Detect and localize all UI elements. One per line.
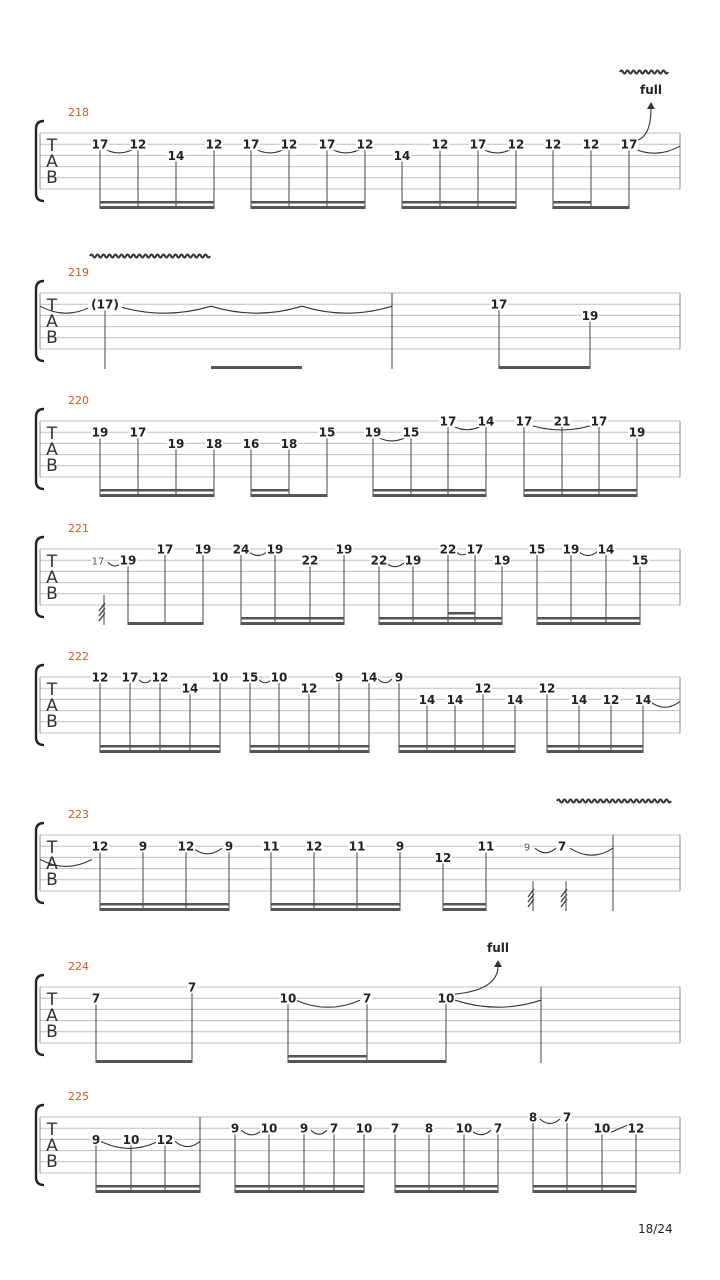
- bend-arrowhead: [647, 102, 655, 109]
- beam: [251, 494, 327, 497]
- fret-number: 7: [362, 991, 372, 1006]
- beam-second: [271, 903, 400, 906]
- fret-number: 12: [582, 137, 600, 152]
- tab-clef-letter: T: [46, 838, 58, 858]
- tie: [193, 848, 222, 854]
- fret-number: 15: [318, 425, 336, 440]
- tie: [138, 679, 152, 683]
- fret-number: 17: [620, 137, 638, 152]
- beam: [288, 1060, 446, 1063]
- tab-clef-letter: B: [46, 712, 58, 732]
- fret-number: 12: [91, 839, 109, 854]
- fret-number: 19: [628, 425, 646, 440]
- fret-number: 7: [557, 839, 567, 854]
- fret-number: 12: [602, 692, 620, 707]
- vibrato-line: [90, 255, 210, 258]
- fret-number: 9: [230, 1121, 240, 1136]
- fret-number: 18: [205, 436, 223, 451]
- beam: [379, 622, 502, 625]
- fret-number: 24: [232, 542, 250, 557]
- beam: [499, 366, 590, 369]
- fret-number: 14: [506, 692, 524, 707]
- beam-partial: [553, 201, 591, 204]
- fret-number: 17: [156, 542, 174, 557]
- fret-number: 14: [634, 692, 652, 707]
- beam: [100, 206, 214, 209]
- fret-number: 9: [224, 839, 234, 854]
- beam-second: [399, 745, 515, 748]
- fret-number: 12: [305, 839, 323, 854]
- fret-number: 7: [91, 991, 101, 1006]
- beam: [547, 750, 643, 753]
- beam: [524, 494, 637, 497]
- beam-second: [100, 745, 220, 748]
- fret-number: 19: [266, 542, 284, 557]
- beam: [100, 908, 229, 911]
- fret-number: 22: [439, 542, 457, 557]
- beam: [251, 206, 365, 209]
- fret-number: 7: [329, 1121, 339, 1136]
- tab-clef-letter: T: [46, 136, 58, 156]
- measure-number: 225: [68, 1090, 89, 1103]
- beam: [100, 750, 220, 753]
- fret-number: 19: [404, 553, 422, 568]
- fret-number: 7: [390, 1121, 400, 1136]
- tab-system: [36, 941, 680, 1063]
- fret-number: 10: [355, 1121, 373, 1136]
- beam-second: [537, 617, 640, 620]
- tie: [540, 1119, 560, 1124]
- tie: [535, 848, 556, 853]
- tab-clef-letter: B: [46, 456, 58, 476]
- beam-second: [395, 1185, 498, 1188]
- beam-second: [443, 903, 486, 906]
- fret-number: 19: [167, 436, 185, 451]
- fret-number: 12: [156, 1132, 174, 1147]
- fret-number: 14: [360, 670, 378, 685]
- beam: [211, 366, 302, 369]
- beam-second: [379, 617, 502, 620]
- tab-system: [36, 522, 680, 625]
- tab-clef-letter: A: [46, 152, 58, 172]
- tab-clef-letter: T: [46, 680, 58, 700]
- fret-number: 18: [280, 436, 298, 451]
- fret-number: 12: [205, 137, 223, 152]
- fret-number: 10: [122, 1132, 140, 1147]
- fret-number: 10: [437, 991, 455, 1006]
- tab-clef-letter: T: [46, 296, 58, 316]
- beam-second: [533, 1185, 636, 1188]
- beam-partial: [251, 489, 289, 492]
- fret-number: 14: [570, 692, 588, 707]
- fret-number: 17: [490, 297, 508, 312]
- measure-number: 223: [68, 808, 89, 821]
- beam: [553, 206, 629, 209]
- tab-clef-letter: T: [46, 990, 58, 1010]
- beam: [537, 622, 640, 625]
- beam-second: [251, 201, 365, 204]
- fret-number: 17: [439, 414, 457, 429]
- beam: [235, 1190, 364, 1193]
- beam: [271, 908, 400, 911]
- beam: [399, 750, 515, 753]
- tie: [248, 551, 268, 556]
- fret-number: 15: [528, 542, 546, 557]
- beam-second: [100, 201, 214, 204]
- tab-clef-letter: B: [46, 168, 58, 188]
- fret-number: 14: [418, 692, 436, 707]
- fret-number: 19: [91, 425, 109, 440]
- beam-second: [402, 201, 516, 204]
- fret-number: 12: [129, 137, 147, 152]
- fret-number: 12: [280, 137, 298, 152]
- fret-number: 14: [477, 414, 495, 429]
- fret-number: 14: [393, 148, 411, 163]
- tie: [378, 679, 392, 683]
- beam-second: [96, 1185, 200, 1188]
- fret-number: 11: [262, 839, 280, 854]
- beam-second: [524, 489, 637, 492]
- fret-number: 17: [129, 425, 147, 440]
- grace-fret-number: 9: [523, 842, 531, 854]
- fret-number: 12: [151, 670, 169, 685]
- bend-label: full: [487, 941, 509, 955]
- tab-clef-letter: B: [46, 1152, 58, 1172]
- fret-number: 9: [394, 670, 404, 685]
- beam-second: [235, 1185, 364, 1188]
- beam-second: [250, 745, 369, 748]
- measure-number: 224: [68, 960, 89, 973]
- tie: [296, 1000, 360, 1007]
- beam: [100, 494, 214, 497]
- fret-number: 22: [370, 553, 388, 568]
- tab-clef-letter: A: [46, 568, 58, 588]
- tie: [211, 306, 302, 313]
- fret-number: 17: [242, 137, 260, 152]
- tab-system: [36, 255, 680, 370]
- bend-curve: [637, 108, 651, 140]
- fret-number: 16: [242, 436, 260, 451]
- tab-clef-letter: T: [46, 424, 58, 444]
- fret-number: 17: [121, 670, 139, 685]
- fret-number: 10: [270, 670, 288, 685]
- tie: [175, 1141, 200, 1146]
- fret-number: 14: [446, 692, 464, 707]
- tab-clef-letter: A: [46, 1136, 58, 1156]
- fret-number: 10: [593, 1121, 611, 1136]
- measure-number: 220: [68, 394, 89, 407]
- fret-number: 10: [279, 991, 297, 1006]
- vibrato-line: [620, 71, 668, 74]
- beam-second: [100, 489, 214, 492]
- fret-number: 22: [301, 553, 319, 568]
- fret-number: 19: [194, 542, 212, 557]
- measure-number: 218: [68, 106, 89, 119]
- beam: [373, 494, 486, 497]
- fret-number: 19: [562, 542, 580, 557]
- fret-number: 9: [334, 670, 344, 685]
- tab-system: [36, 394, 680, 497]
- beam: [96, 1060, 192, 1063]
- measure-number: 222: [68, 650, 89, 663]
- beam: [533, 1190, 636, 1193]
- fret-number: 14: [597, 542, 615, 557]
- fret-number: 15: [631, 553, 649, 568]
- tab-system: [36, 71, 680, 210]
- tab-clef-letter: B: [46, 584, 58, 604]
- beam: [402, 206, 516, 209]
- fret-number: 8: [528, 1110, 538, 1125]
- fret-number: 9: [395, 839, 405, 854]
- fret-number: 9: [91, 1132, 101, 1147]
- tab-clef-letter: B: [46, 870, 58, 890]
- tie: [241, 1130, 262, 1135]
- beam: [395, 1190, 498, 1193]
- beam-second: [100, 903, 229, 906]
- fret-number: 17: [318, 137, 336, 152]
- measure-number: 221: [68, 522, 89, 535]
- fret-number: 12: [300, 681, 318, 696]
- fret-number: 19: [581, 308, 599, 323]
- fret-number: 17: [515, 414, 533, 429]
- bend-label: full: [640, 83, 662, 97]
- fret-number: 19: [335, 542, 353, 557]
- tie: [455, 1000, 541, 1007]
- fret-number: 19: [119, 553, 137, 568]
- fret-number: 10: [455, 1121, 473, 1136]
- tie: [311, 1130, 327, 1134]
- fret-number: 17: [91, 137, 109, 152]
- beam: [443, 908, 486, 911]
- fret-number: 15: [402, 425, 420, 440]
- fret-number: 12: [356, 137, 374, 152]
- grace-fret-number: 17: [91, 556, 105, 568]
- fret-number: 11: [348, 839, 366, 854]
- beam: [96, 1190, 200, 1193]
- fret-number: 12: [538, 681, 556, 696]
- tie: [650, 701, 680, 707]
- tab-clef-letter: B: [46, 1022, 58, 1042]
- fret-number: 7: [187, 980, 197, 995]
- fret-number: 8: [424, 1121, 434, 1136]
- tie: [471, 1130, 491, 1135]
- fret-number: 7: [562, 1110, 572, 1125]
- fret-number: 12: [431, 137, 449, 152]
- fret-number: 12: [177, 839, 195, 854]
- beam: [250, 750, 369, 753]
- vibrato-line: [557, 800, 671, 803]
- fret-number: 12: [627, 1121, 645, 1136]
- tab-clef-letter: A: [46, 696, 58, 716]
- fret-number: 19: [364, 425, 382, 440]
- bend-arrowhead: [494, 960, 502, 967]
- fret-number: 17: [469, 137, 487, 152]
- tab-clef-letter: A: [46, 440, 58, 460]
- tab-clef-letter: T: [46, 1120, 58, 1140]
- tab-system: [36, 800, 680, 912]
- beam-second: [241, 617, 344, 620]
- beam-second: [373, 489, 486, 492]
- fret-number: (17): [91, 297, 119, 312]
- fret-number: 12: [434, 850, 452, 865]
- fret-number: 7: [493, 1121, 503, 1136]
- fret-number: 15: [241, 670, 259, 685]
- tab-clef-letter: B: [46, 328, 58, 348]
- fret-number: 12: [544, 137, 562, 152]
- tie: [578, 551, 598, 556]
- beam: [128, 622, 203, 625]
- fret-number: 19: [493, 553, 511, 568]
- tab-clef-letter: A: [46, 1006, 58, 1026]
- page-number: 18/24: [638, 1222, 673, 1236]
- fret-number: 17: [466, 542, 484, 557]
- fret-number: 21: [553, 414, 571, 429]
- tie: [302, 306, 392, 313]
- tab-system: [36, 1090, 680, 1193]
- tab-clef-letter: A: [46, 312, 58, 332]
- fret-number: 14: [167, 148, 185, 163]
- fret-number: 12: [507, 137, 525, 152]
- fret-number: 10: [211, 670, 229, 685]
- fret-number: 14: [181, 681, 199, 696]
- beam-second: [547, 745, 643, 748]
- tie: [570, 848, 613, 855]
- fret-number: 12: [474, 681, 492, 696]
- measure-number: 219: [68, 266, 89, 279]
- tab-clef-letter: A: [46, 854, 58, 874]
- fret-number: 12: [91, 670, 109, 685]
- fret-number: 9: [299, 1121, 309, 1136]
- bend-curve: [454, 966, 498, 994]
- tab-system: [36, 650, 680, 753]
- fret-number: 11: [477, 839, 495, 854]
- fret-number: 17: [590, 414, 608, 429]
- fret-number: 10: [260, 1121, 278, 1136]
- fret-number: 9: [138, 839, 148, 854]
- tie: [118, 306, 211, 313]
- tab-clef-letter: T: [46, 552, 58, 572]
- beam: [241, 622, 344, 625]
- beam-partial: [288, 1055, 367, 1058]
- beam-third: [448, 612, 475, 615]
